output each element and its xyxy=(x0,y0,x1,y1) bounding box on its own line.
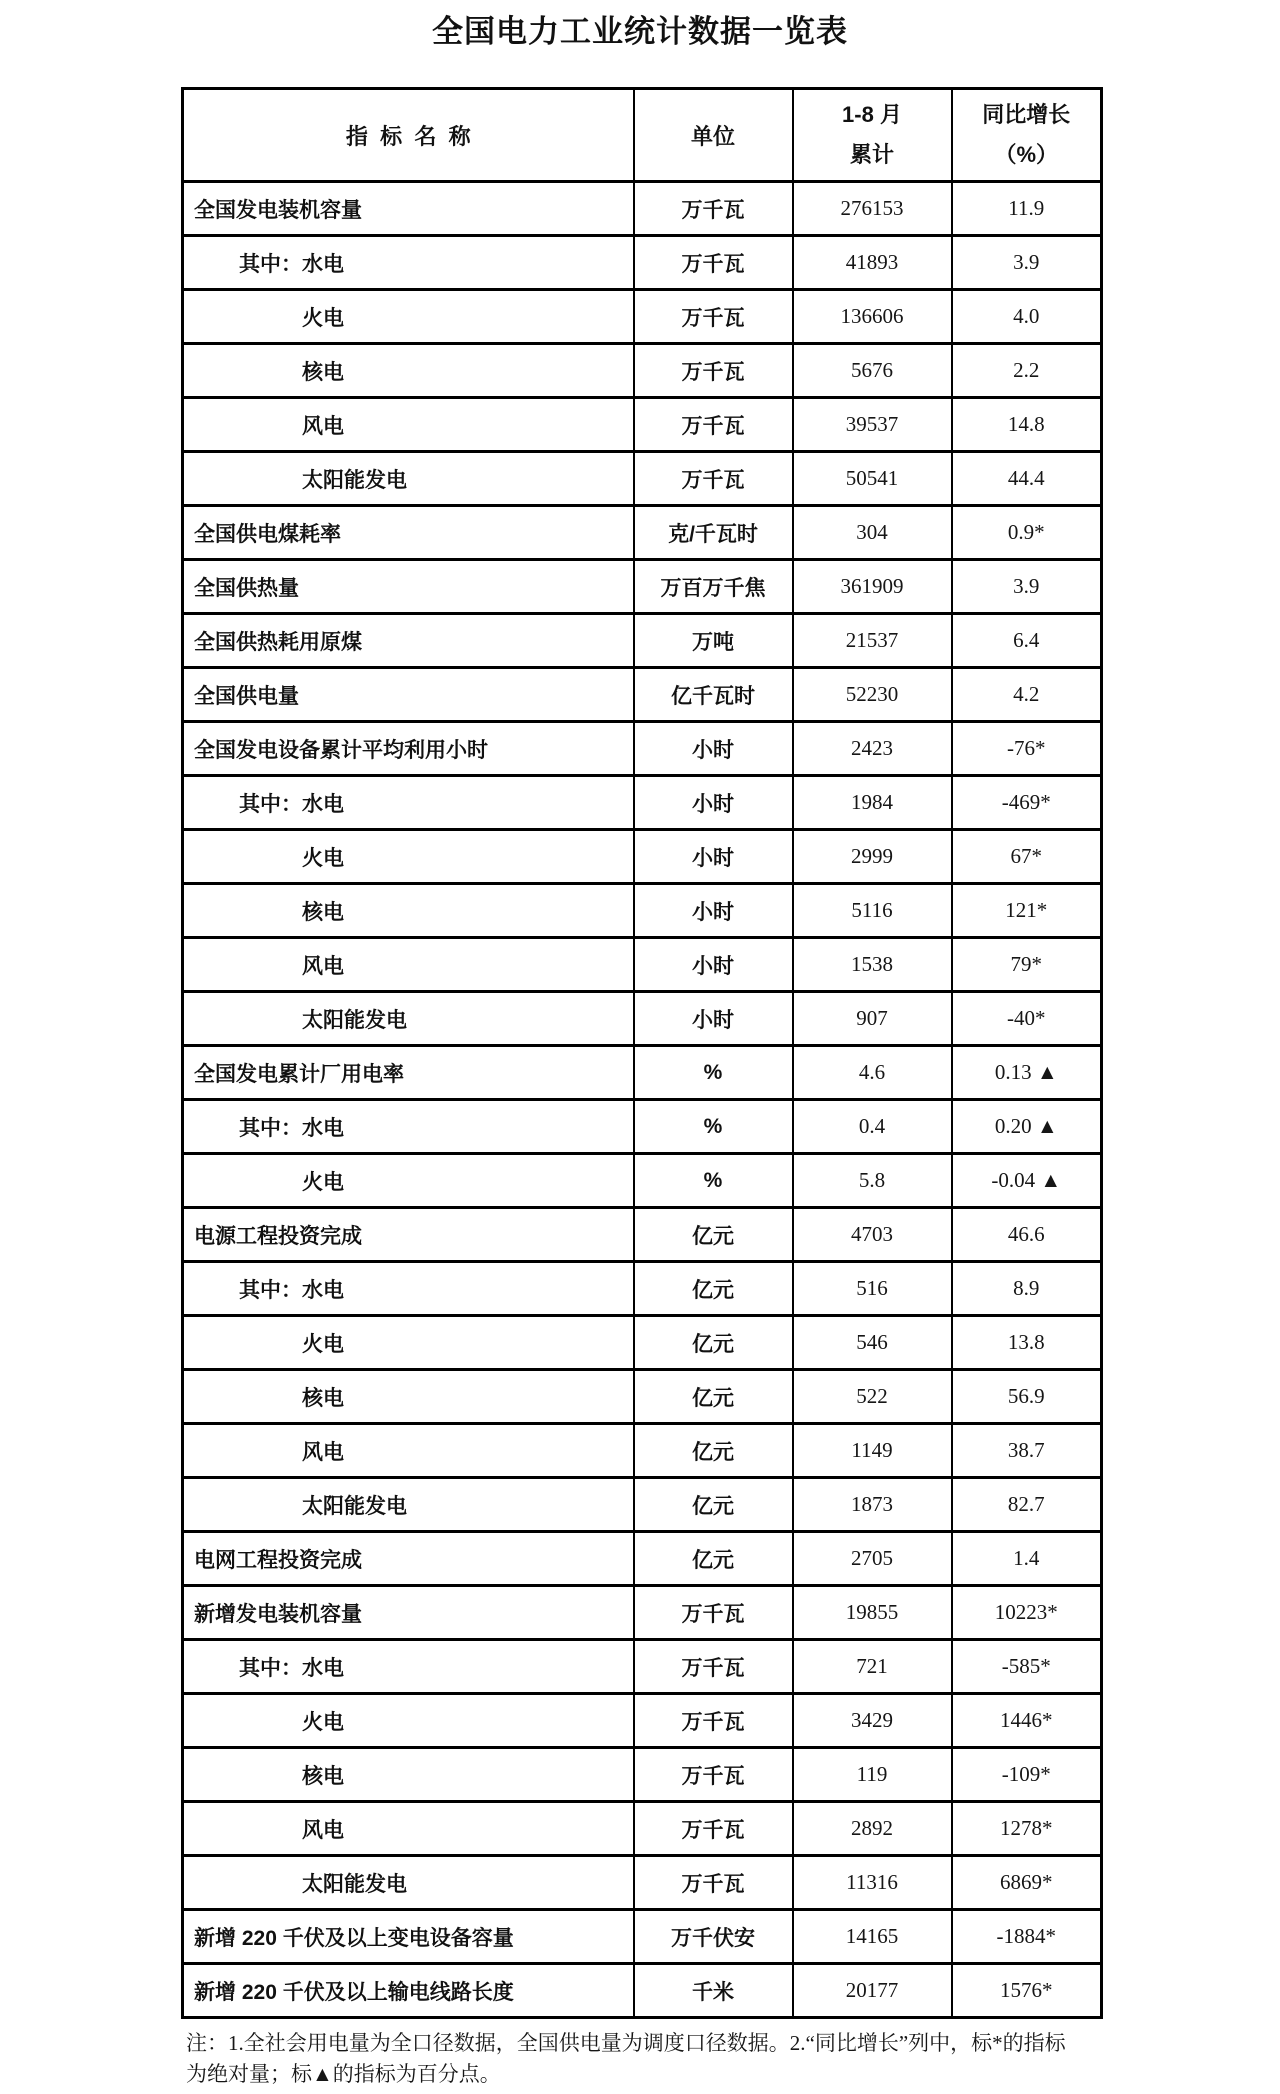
value-cell: 304 xyxy=(793,506,952,560)
table-row xyxy=(183,938,1102,992)
unit-cell: 万千瓦 xyxy=(634,1694,793,1748)
yoy-cell: 1576* xyxy=(952,1964,1102,2018)
yoy-cell: -109* xyxy=(952,1748,1102,1802)
indicator-label: 太阳能发电 xyxy=(302,1008,407,1032)
unit-cell: 亿元 xyxy=(634,1424,793,1478)
unit-cell: 亿元 xyxy=(634,1532,793,1586)
value-cell: 2705 xyxy=(793,1532,952,1586)
value-cell: 20177 xyxy=(793,1964,952,2018)
unit-cell: 小时 xyxy=(634,830,793,884)
indicator-cell xyxy=(183,1964,634,2018)
statistics-table xyxy=(181,87,1103,2019)
value-cell: 14165 xyxy=(793,1910,952,1964)
indicator-cell xyxy=(183,1100,634,1154)
table-body xyxy=(183,182,1102,2018)
unit-cell: % xyxy=(634,1154,793,1208)
indicator-label: 火电 xyxy=(302,1710,344,1734)
value-cell: 19855 xyxy=(793,1586,952,1640)
indicator-label: 全国供电量 xyxy=(194,684,299,708)
yoy-cell: 1446* xyxy=(952,1694,1102,1748)
yoy-cell: 46.6 xyxy=(952,1208,1102,1262)
indicator-cell xyxy=(183,1802,634,1856)
indicator-label: 火电 xyxy=(302,1170,344,1194)
yoy-cell: 56.9 xyxy=(952,1370,1102,1424)
indicator-cell xyxy=(183,236,634,290)
unit-cell: 万千瓦 xyxy=(634,1586,793,1640)
table-row xyxy=(183,236,1102,290)
value-cell: 361909 xyxy=(793,560,952,614)
yoy-cell: -40* xyxy=(952,992,1102,1046)
indicator-cell xyxy=(183,614,634,668)
indicator-label: 新增 220 千伏及以上变电设备容量 xyxy=(194,1926,514,1950)
unit-cell: 万千瓦 xyxy=(634,182,793,236)
indicator-cell xyxy=(183,722,634,776)
value-cell: 522 xyxy=(793,1370,952,1424)
column-header-indicator xyxy=(183,89,634,182)
table-row xyxy=(183,1208,1102,1262)
value-cell: 2999 xyxy=(793,830,952,884)
indicator-cell xyxy=(183,1694,634,1748)
yoy-cell: -76* xyxy=(952,722,1102,776)
value-cell: 1149 xyxy=(793,1424,952,1478)
table-row xyxy=(183,1586,1102,1640)
indicator-cell xyxy=(183,1478,634,1532)
unit-cell: 万千瓦 xyxy=(634,344,793,398)
yoy-cell: 13.8 xyxy=(952,1316,1102,1370)
value-cell: 1984 xyxy=(793,776,952,830)
table-row xyxy=(183,1370,1102,1424)
yoy-cell: 0.20 ▲ xyxy=(952,1100,1102,1154)
value-cell: 907 xyxy=(793,992,952,1046)
indicator-label: 全国发电累计厂用电率 xyxy=(194,1062,404,1086)
table-row xyxy=(183,1964,1102,2018)
indicator-cell xyxy=(183,884,634,938)
yoy-cell: 67* xyxy=(952,830,1102,884)
value-cell: 52230 xyxy=(793,668,952,722)
unit-cell: 万千瓦 xyxy=(634,290,793,344)
unit-cell: 亿元 xyxy=(634,1208,793,1262)
column-header-period-line2: 累计 xyxy=(849,142,894,167)
value-cell: 276153 xyxy=(793,182,952,236)
indicator-label: 火电 xyxy=(302,1332,344,1356)
unit-cell: % xyxy=(634,1100,793,1154)
yoy-cell: 44.4 xyxy=(952,452,1102,506)
footnote-line2: 为绝对量；标▲的指标为百分点。 xyxy=(186,2062,501,2086)
indicator-label: 新增 220 千伏及以上输电线路长度 xyxy=(194,1980,514,2004)
column-header-indicator-label: 指 标 名 称 xyxy=(345,123,471,149)
indicator-cell xyxy=(183,1370,634,1424)
value-cell: 50541 xyxy=(793,452,952,506)
value-cell: 11316 xyxy=(793,1856,952,1910)
column-header-unit-label: 单位 xyxy=(690,123,735,149)
indicator-cell xyxy=(183,1748,634,1802)
column-header-yoy-line2: （%） xyxy=(994,142,1059,167)
yoy-cell: 6869* xyxy=(952,1856,1102,1910)
unit-cell: % xyxy=(634,1046,793,1100)
indicator-label: 全国供热耗用原煤 xyxy=(194,630,362,654)
indicator-label: 太阳能发电 xyxy=(302,1494,407,1518)
indicator-label: 太阳能发电 xyxy=(302,468,407,492)
indicator-cell xyxy=(183,1154,634,1208)
column-header-unit xyxy=(634,89,793,182)
indicator-label: 全国发电装机容量 xyxy=(194,198,362,222)
footnote-line1: 注：1.全社会用电量为全口径数据，全国供电量为调度口径数据。2.“同比增长”列中，标*的指标 xyxy=(186,2031,1066,2055)
indicator-label: 其中：水电 xyxy=(239,792,344,816)
unit-cell: 小时 xyxy=(634,776,793,830)
table-row xyxy=(183,1532,1102,1586)
table-row xyxy=(183,668,1102,722)
table-row xyxy=(183,1100,1102,1154)
indicator-cell xyxy=(183,668,634,722)
value-cell: 2423 xyxy=(793,722,952,776)
indicator-cell xyxy=(183,560,634,614)
value-cell: 5116 xyxy=(793,884,952,938)
indicator-cell xyxy=(183,506,634,560)
table-row xyxy=(183,1802,1102,1856)
table-row xyxy=(183,884,1102,938)
yoy-cell: 1.4 xyxy=(952,1532,1102,1586)
yoy-cell: 14.8 xyxy=(952,398,1102,452)
table-row xyxy=(183,344,1102,398)
table-row xyxy=(183,1910,1102,1964)
yoy-cell: 2.2 xyxy=(952,344,1102,398)
table-row xyxy=(183,1262,1102,1316)
unit-cell: 万千瓦 xyxy=(634,1640,793,1694)
table-row xyxy=(183,1478,1102,1532)
header-row xyxy=(183,89,1102,182)
table-row xyxy=(183,830,1102,884)
indicator-cell xyxy=(183,182,634,236)
unit-cell: 千米 xyxy=(634,1964,793,2018)
value-cell: 721 xyxy=(793,1640,952,1694)
value-cell: 39537 xyxy=(793,398,952,452)
unit-cell: 万千瓦 xyxy=(634,1802,793,1856)
yoy-cell: 1278* xyxy=(952,1802,1102,1856)
value-cell: 0.4 xyxy=(793,1100,952,1154)
unit-cell: 亿元 xyxy=(634,1370,793,1424)
indicator-label: 核电 xyxy=(302,1764,344,1788)
table-row xyxy=(183,776,1102,830)
column-header-yoy-line1: 同比增长 xyxy=(982,102,1071,127)
indicator-label: 其中：水电 xyxy=(239,1656,344,1680)
value-cell: 5.8 xyxy=(793,1154,952,1208)
column-header-period xyxy=(793,89,952,182)
yoy-cell: -469* xyxy=(952,776,1102,830)
indicator-label: 火电 xyxy=(302,846,344,870)
indicator-cell xyxy=(183,1586,634,1640)
page-title: 全国电力工业统计数据一览表 xyxy=(432,14,848,49)
yoy-cell: -585* xyxy=(952,1640,1102,1694)
yoy-cell: 4.0 xyxy=(952,290,1102,344)
yoy-cell: 82.7 xyxy=(952,1478,1102,1532)
value-cell: 1873 xyxy=(793,1478,952,1532)
unit-cell: 小时 xyxy=(634,992,793,1046)
table-row xyxy=(183,1748,1102,1802)
indicator-cell xyxy=(183,1424,634,1478)
value-cell: 41893 xyxy=(793,236,952,290)
indicator-cell xyxy=(183,398,634,452)
indicator-label: 其中：水电 xyxy=(239,252,344,276)
indicator-label: 风电 xyxy=(302,954,344,978)
unit-cell: 万吨 xyxy=(634,614,793,668)
yoy-cell: 0.13 ▲ xyxy=(952,1046,1102,1100)
indicator-cell xyxy=(183,830,634,884)
table-row xyxy=(183,452,1102,506)
footnote xyxy=(186,2028,1121,2090)
value-cell: 4703 xyxy=(793,1208,952,1262)
value-cell: 4.6 xyxy=(793,1046,952,1100)
table-row xyxy=(183,1154,1102,1208)
unit-cell: 亿元 xyxy=(634,1262,793,1316)
value-cell: 136606 xyxy=(793,290,952,344)
value-cell: 21537 xyxy=(793,614,952,668)
table-row xyxy=(183,722,1102,776)
unit-cell: 克/千瓦时 xyxy=(634,506,793,560)
table-row xyxy=(183,614,1102,668)
indicator-cell xyxy=(183,992,634,1046)
value-cell: 5676 xyxy=(793,344,952,398)
yoy-cell: 3.9 xyxy=(952,560,1102,614)
unit-cell: 小时 xyxy=(634,938,793,992)
unit-cell: 小时 xyxy=(634,884,793,938)
value-cell: 119 xyxy=(793,1748,952,1802)
indicator-label: 核电 xyxy=(302,900,344,924)
yoy-cell: 121* xyxy=(952,884,1102,938)
value-cell: 516 xyxy=(793,1262,952,1316)
unit-cell: 小时 xyxy=(634,722,793,776)
unit-cell: 亿元 xyxy=(634,1316,793,1370)
table-row xyxy=(183,1640,1102,1694)
indicator-label: 太阳能发电 xyxy=(302,1872,407,1896)
indicator-cell xyxy=(183,1856,634,1910)
unit-cell: 万千瓦 xyxy=(634,452,793,506)
indicator-label: 核电 xyxy=(302,1386,344,1410)
yoy-cell: 6.4 xyxy=(952,614,1102,668)
indicator-label: 全国发电设备累计平均利用小时 xyxy=(194,738,488,762)
value-cell: 3429 xyxy=(793,1694,952,1748)
yoy-cell: 10223* xyxy=(952,1586,1102,1640)
indicator-label: 电源工程投资完成 xyxy=(194,1224,362,1248)
unit-cell: 亿元 xyxy=(634,1478,793,1532)
indicator-cell xyxy=(183,1532,634,1586)
indicator-cell xyxy=(183,1262,634,1316)
table-row xyxy=(183,1424,1102,1478)
indicator-cell xyxy=(183,1910,634,1964)
table-row xyxy=(183,1316,1102,1370)
column-header-yoy xyxy=(952,89,1102,182)
yoy-cell: 3.9 xyxy=(952,236,1102,290)
indicator-label: 全国供电煤耗率 xyxy=(194,522,341,546)
yoy-cell: 11.9 xyxy=(952,182,1102,236)
table-row xyxy=(183,1046,1102,1100)
table-row xyxy=(183,1856,1102,1910)
unit-cell: 万百万千焦 xyxy=(634,560,793,614)
unit-cell: 万千瓦 xyxy=(634,236,793,290)
indicator-cell xyxy=(183,1316,634,1370)
indicator-label: 风电 xyxy=(302,1440,344,1464)
unit-cell: 万千瓦 xyxy=(634,1856,793,1910)
indicator-cell xyxy=(183,776,634,830)
yoy-cell: 38.7 xyxy=(952,1424,1102,1478)
indicator-cell xyxy=(183,290,634,344)
table-row xyxy=(183,992,1102,1046)
yoy-cell: 79* xyxy=(952,938,1102,992)
indicator-label: 全国供热量 xyxy=(194,576,299,600)
unit-cell: 万千伏安 xyxy=(634,1910,793,1964)
indicator-label: 风电 xyxy=(302,1818,344,1842)
table-row xyxy=(183,560,1102,614)
indicator-cell xyxy=(183,1046,634,1100)
table-row xyxy=(183,398,1102,452)
yoy-cell: 8.9 xyxy=(952,1262,1102,1316)
yoy-cell: 4.2 xyxy=(952,668,1102,722)
value-cell: 2892 xyxy=(793,1802,952,1856)
indicator-cell xyxy=(183,1640,634,1694)
column-header-period-line1: 1-8 月 xyxy=(842,102,902,127)
unit-cell: 万千瓦 xyxy=(634,1748,793,1802)
indicator-label: 火电 xyxy=(302,306,344,330)
unit-cell: 万千瓦 xyxy=(634,398,793,452)
yoy-cell: 0.9* xyxy=(952,506,1102,560)
value-cell: 1538 xyxy=(793,938,952,992)
indicator-cell xyxy=(183,344,634,398)
indicator-label: 电网工程投资完成 xyxy=(194,1548,362,1572)
yoy-cell: -0.04 ▲ xyxy=(952,1154,1102,1208)
table-row xyxy=(183,506,1102,560)
table-row xyxy=(183,182,1102,236)
table-row xyxy=(183,1694,1102,1748)
indicator-label: 其中：水电 xyxy=(239,1278,344,1302)
indicator-cell xyxy=(183,1208,634,1262)
indicator-label: 新增发电装机容量 xyxy=(194,1602,362,1626)
value-cell: 546 xyxy=(793,1316,952,1370)
indicator-cell xyxy=(183,452,634,506)
table-row xyxy=(183,290,1102,344)
indicator-label: 核电 xyxy=(302,360,344,384)
indicator-label: 其中：水电 xyxy=(239,1116,344,1140)
indicator-label: 风电 xyxy=(302,414,344,438)
unit-cell: 亿千瓦时 xyxy=(634,668,793,722)
yoy-cell: -1884* xyxy=(952,1910,1102,1964)
indicator-cell xyxy=(183,938,634,992)
